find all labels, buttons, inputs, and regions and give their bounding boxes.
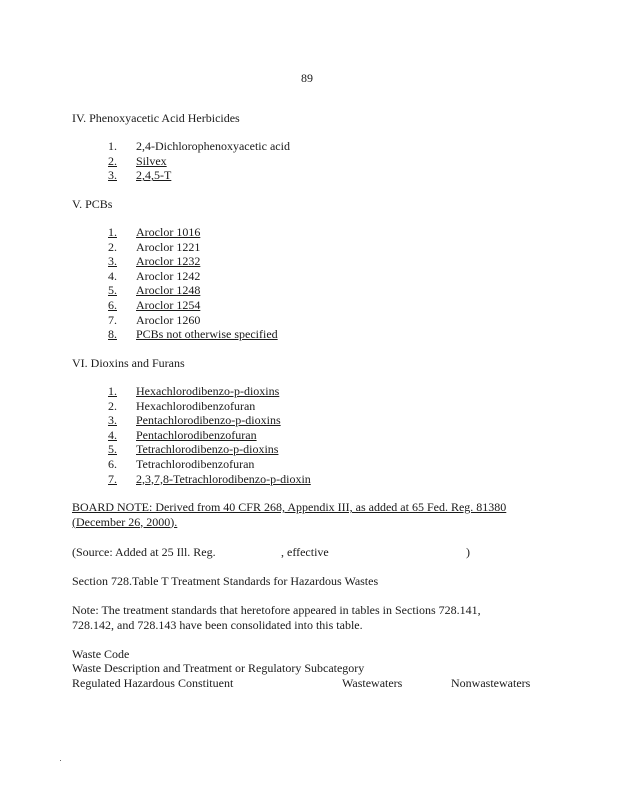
item-number: 8. <box>108 327 117 342</box>
item-text: Aroclor 1221 <box>136 239 201 254</box>
note-paragraph: Note: The treatment standards that heretofore appeared in tables in Sections 728.141, 728.142, and 728.143 have been consolidated into this table. <box>72 603 481 632</box>
item-text: Hexachlorodibenzo-p-dioxins <box>136 384 280 398</box>
item-number: 2. <box>108 239 117 254</box>
item-number: 1. <box>108 384 117 398</box>
list-item <box>108 269 278 284</box>
source-line <box>0 545 619 559</box>
list-item <box>108 283 278 298</box>
list-phenoxyacetic <box>108 139 290 183</box>
item-number: 2. <box>108 153 117 168</box>
table-header-columns <box>72 676 542 690</box>
section-heading-iv: IV. Phenoxyacetic Acid Herbicides <box>72 111 240 125</box>
col-header-wastewaters: Wastewaters <box>342 676 403 690</box>
item-number: 7. <box>108 312 117 327</box>
list-item <box>108 399 311 414</box>
item-text: 2,4-Dichlorophenoxyacetic acid <box>136 139 290 153</box>
list-item <box>108 413 311 428</box>
list-dioxins <box>108 384 311 486</box>
section-heading-v: V. PCBs <box>72 197 113 211</box>
list-item <box>108 327 278 342</box>
col-header-nonwastewaters: Nonwastewaters <box>451 676 531 690</box>
list-item <box>108 225 278 240</box>
list-item <box>108 240 278 255</box>
col-header-constituent: Regulated Hazardous Constituent <box>72 676 234 690</box>
list-item <box>108 442 311 457</box>
source-part-2: , effective <box>281 545 329 559</box>
list-item <box>108 139 290 154</box>
list-item <box>108 428 311 443</box>
item-text: Aroclor 1016 <box>136 225 201 239</box>
list-pcbs <box>108 225 278 342</box>
item-text: 2,4,5-T <box>136 168 172 183</box>
list-item <box>108 168 290 183</box>
list-item <box>108 154 290 169</box>
item-number: 3. <box>108 168 117 183</box>
scan-speck <box>60 760 61 761</box>
item-text: Aroclor 1260 <box>136 312 201 327</box>
item-number: 1. <box>108 139 117 153</box>
item-text: 2,3,7,8-Tetrachlorodibenzo-p-dioxin <box>136 471 311 486</box>
item-text: Hexachlorodibenzofuran <box>136 398 256 413</box>
item-text: Aroclor 1232 <box>136 254 201 269</box>
board-note: BOARD NOTE: Derived from 40 CFR 268, Appendix III, as added at 65 Fed. Reg. 81380 (December 26, 2000). <box>72 500 507 529</box>
list-item <box>108 472 311 487</box>
list-item <box>108 457 311 472</box>
item-text: Tetrachlorodibenzofuran <box>136 456 255 471</box>
source-part-3: ) <box>466 545 470 559</box>
item-text: Tetrachlorodibenzo-p-dioxins <box>136 442 279 457</box>
item-number: 4. <box>108 427 117 442</box>
item-number: 2. <box>108 398 117 413</box>
list-item <box>108 298 278 313</box>
item-text: Pentachlorodibenzofuran <box>136 427 257 442</box>
list-item <box>108 313 278 328</box>
item-number: 4. <box>108 268 117 283</box>
item-text: Aroclor 1248 <box>136 283 201 298</box>
list-item <box>108 384 311 399</box>
section-title: Section 728.Table T Treatment Standards for Hazardous Wastes <box>72 574 379 588</box>
list-item <box>108 254 278 269</box>
table-header-description: Waste Description and Treatment or Regulatory Subcategory <box>72 661 365 675</box>
item-number: 3. <box>108 413 117 428</box>
source-part-1: (Source: Added at 25 Ill. Reg. <box>72 545 216 559</box>
item-text: Silvex <box>136 153 167 168</box>
section-heading-vi: VI. Dioxins and Furans <box>72 356 185 370</box>
item-number: 1. <box>108 225 117 239</box>
item-text: Pentachlorodibenzo-p-dioxins <box>136 413 281 428</box>
item-number: 5. <box>108 283 117 298</box>
item-text: Aroclor 1254 <box>136 297 201 312</box>
item-text: PCBs not otherwise specified <box>136 327 278 342</box>
item-number: 5. <box>108 442 117 457</box>
item-number: 3. <box>108 254 117 269</box>
page-number: 89 <box>301 71 313 85</box>
table-header-waste-code: Waste Code <box>72 647 130 661</box>
item-number: 6. <box>108 297 117 312</box>
item-number: 7. <box>108 471 117 486</box>
item-number: 6. <box>108 456 117 471</box>
item-text: Aroclor 1242 <box>136 268 201 283</box>
